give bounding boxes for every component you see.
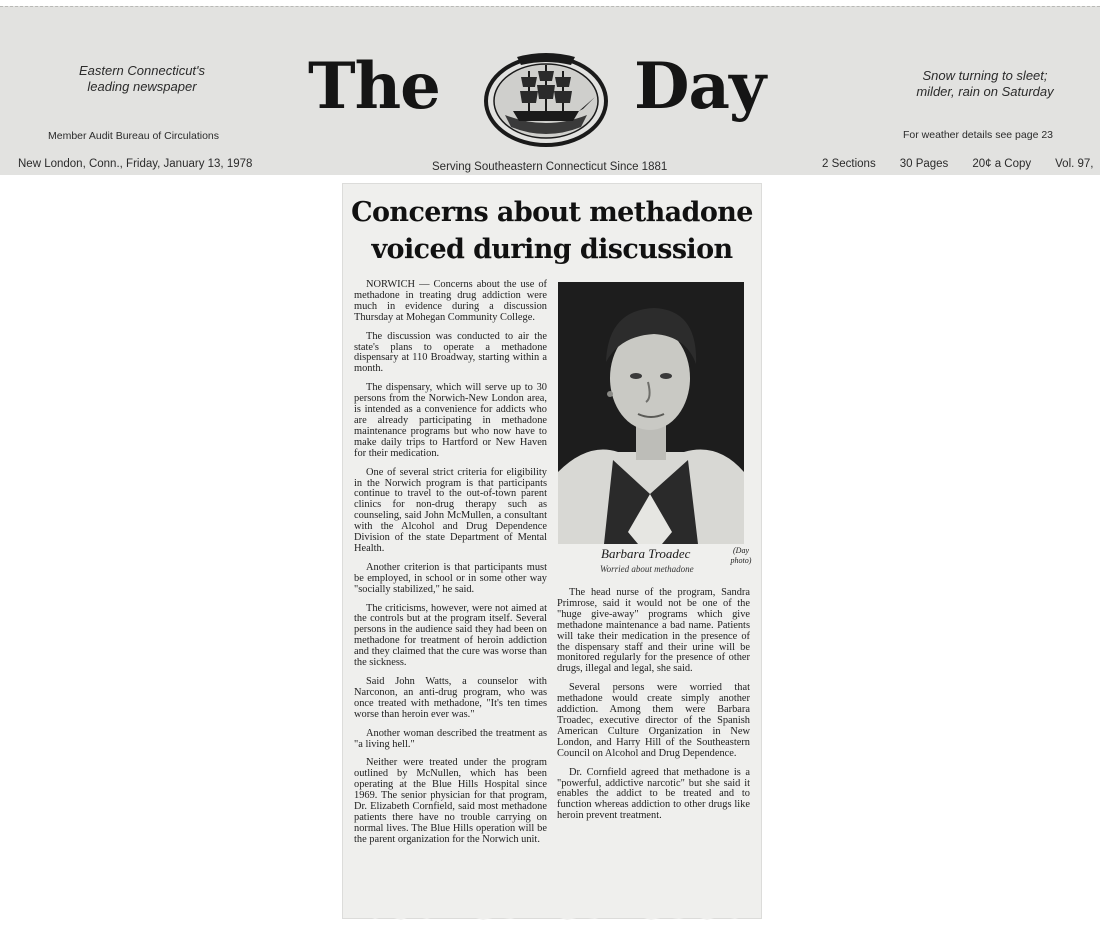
article-paragraph: One of several strict criteria for eligibility in the Norwich program is that participants continue to travel to the out-of-town parent clinics for non-drug therapy such as counseling, said John McMullen, a consultant with the Alcohol and Drug Dependence Division of the state Department of Mental Health. (354, 466, 547, 554)
dateline: New London, Conn., Friday, January 13, 1978 (18, 158, 253, 170)
article-paragraph: The criticisms, however, were not aimed at the controls but at the program itself. Several persons in the audience said they had been on methadone for treatment of heroin addiction and they claimed that the cure was worse than the sickness. (354, 602, 547, 669)
article-column-right (557, 588, 750, 830)
article-paragraph: Another woman described the treatment as "a living hell." (354, 727, 547, 750)
torn-paper-edge (343, 914, 761, 922)
portrait-illustration (558, 282, 744, 544)
headline-line-1: Concerns about methadone (351, 197, 753, 228)
article-paragraph: Said John Watts, a counselor with Narconon, an anti-drug program, who was once treated with methadone, "It's ten times worse than heroin ever was." (354, 676, 547, 720)
nameplate-the: The (308, 49, 440, 124)
photo-caption-name: Barbara Troadec (601, 546, 691, 561)
article-paragraph: Dr. Cornfield agreed that methadone is a "powerful, addictive narcotic" but she said it enables the addict to be treated and to function whereas addiction to other drugs like heroin prevent treatment. (557, 766, 750, 822)
audit-bureau-note: Member Audit Bureau of Circulations (48, 130, 219, 142)
weather-line-2: milder, rain on Saturday (916, 84, 1054, 99)
portrait-photo (558, 282, 744, 544)
pages-count: 30 Pages (899, 158, 949, 170)
article-paragraph: The dispensary, which will serve up to 30 persons from the Norwich-New London area, is intended as a convenience for addicts who are already participating in methadone maintenance programs but who now have to make daily trips to Hartford or New Haven for their medication. (354, 382, 547, 459)
article-paragraph: The discussion was conducted to air the state's plans to operate a methadone dispensary at 110 Broadway, starting within a month. (354, 330, 547, 375)
article-headline (343, 194, 761, 268)
weather-line-1: Snow turning to sleet; (922, 68, 1048, 83)
article-column-left (354, 280, 547, 854)
slogan-line-1: Eastern Connecticut's (78, 63, 206, 78)
photo-caption-subtitle: Worried about methadone (600, 564, 694, 574)
photo-credit: (Day photo) (730, 546, 752, 565)
ship-seal-logo (483, 51, 609, 147)
sections-count: 2 Sections (822, 158, 876, 170)
article-clipping (343, 184, 761, 918)
article-paragraph: The head nurse of the program, Sandra Primrose, said it would not be one of the "huge give-away" programs which give methadone maintenance a bad name. Patients will take their medication in the presence of the dispensary staff and their urine will be monitored regularly for the presence of other drugs, illegal and legal, she said. (557, 587, 750, 675)
article-paragraph: Another criterion is that participants must be employed, in school or in some other way "socially stabilized," he said. (354, 561, 547, 595)
weather-forecast (890, 68, 1080, 100)
volume: Vol. 97, (1055, 158, 1094, 170)
nameplate-day: Day (634, 49, 766, 124)
newspaper-masthead (0, 6, 1100, 175)
headline-line-2: voiced during discussion (371, 234, 733, 265)
article-paragraph: Neither were treated under the program outlined by McNullen, which has been operating at the Blue Hills Hospital since 1969. The senior physician for that program, Dr. Elizabeth Cornfield, said most methadone patients there have no trouble carrying on normal lives. The Blue Hills operation will be the parent organization for the Norwich unit. (354, 757, 547, 845)
weather-details-note: For weather details see page 23 (903, 129, 1054, 141)
slogan-line-2: leading newspaper (87, 79, 197, 94)
article-paragraph: Several persons were worried that methadone would create simply another addiction. Among them were Barbara Troadec, executive director of the Spanish American Culture Organization in New London, and Harry Hill of the Southeastern Council on Alcohol and Drug Dependence. (557, 682, 750, 759)
article-paragraph: NORWICH — Concerns about the use of methadone in treating drug addiction were much in evidence during a discussion Thursday at Mohegan Community College. (354, 279, 547, 323)
issue-meta (822, 158, 1100, 170)
serving-tagline: Serving Southeastern Connecticut Since 1881 (432, 161, 668, 173)
masthead-slogan (62, 63, 222, 95)
price: 20¢ a Copy (972, 158, 1032, 170)
